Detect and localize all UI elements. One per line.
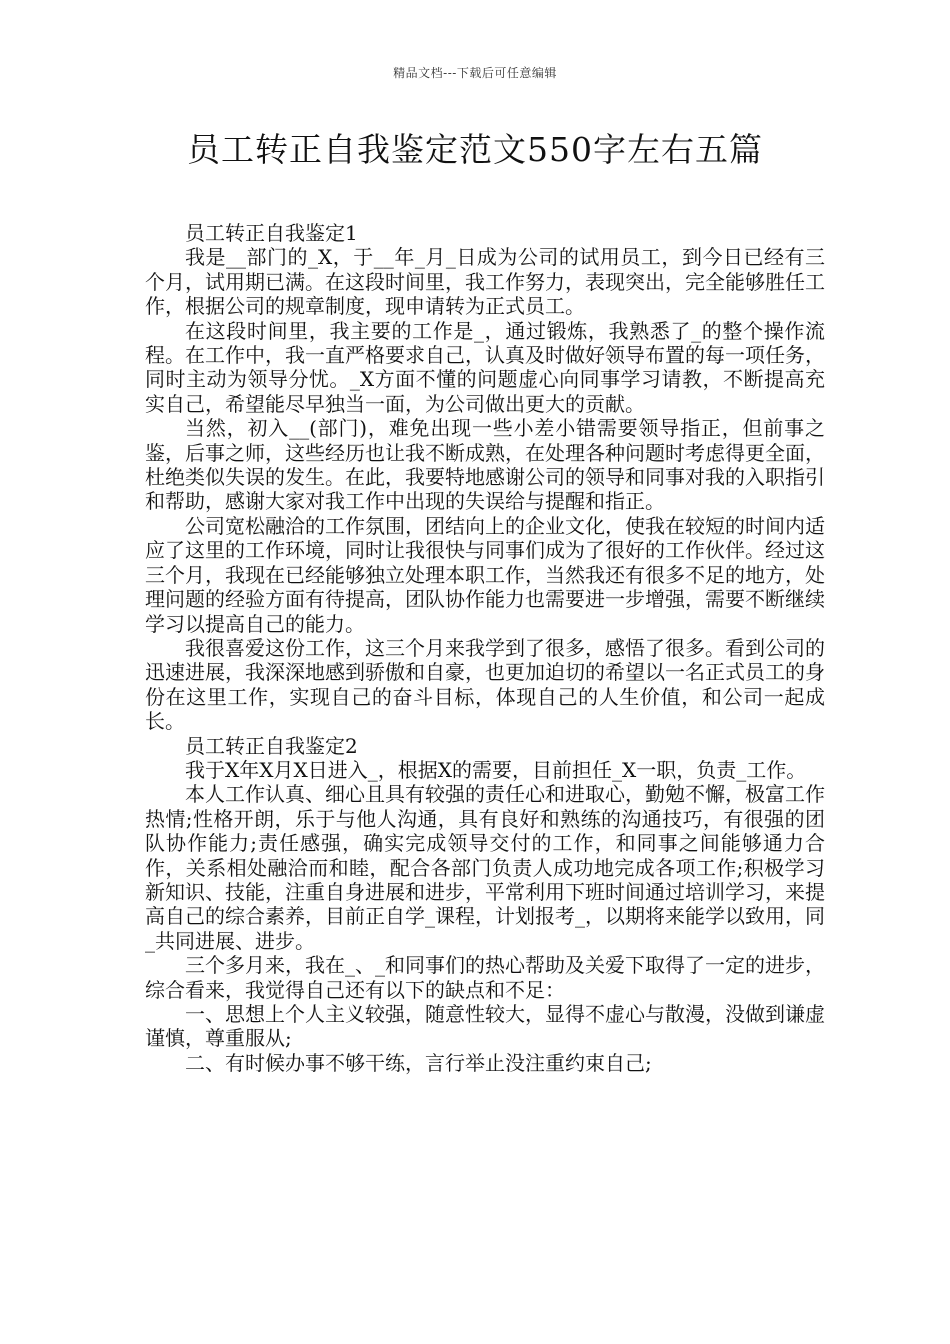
document-body [145, 221, 825, 1075]
paragraph: 三个多月来，我在_、_和同事们的热心帮助及关爱下取得了一定的进步，综合看来，我觉得自己还有以下的缺点和不足： [145, 953, 825, 1002]
list-item: 一、思想上个人主义较强，随意性较大，显得不虚心与散漫，没做到谦虚谨慎，尊重服从; [145, 1002, 825, 1051]
list-item: 二、有时候办事不够干练，言行举止没注重约束自己; [185, 1050, 652, 1075]
paragraph: 我是__部门的_X，于__年_月_日成为公司的试用员工，到今日已经有三个月，试用期已满。在这段时间里，我工作努力，表现突出，完全能够胜任工作，根据公司的规章制度，现申请转为正式员工。 [145, 245, 825, 319]
paragraph: 当然，初入__(部门)，难免出现一些小差小错需要领导指正，但前事之鉴，后事之师，这些经历也让我不断成熟，在处理各种问题时考虑得更全面，杜绝类似失误的发生。在此，我要特地感谢公司的领导和同事对我的入职指引和帮助，感谢大家对我工作中出现的失误给与提醒和指正。 [145, 416, 825, 514]
paragraph: 我于X年X月X日进入_，根据X的需要，目前担任_X一职，负责_工作。 [185, 757, 807, 782]
paragraph: 在这段时间里，我主要的工作是_，通过锻炼，我熟悉了_的整个操作流程。在工作中，我一直严格要求自己，认真及时做好领导布置的每一项任务，同时主动为领导分忧。_X方面不懂的问题虚心向同事学习请教，不断提高充实自己，希望能尽早独当一面，为公司做出更大的贡献。 [145, 318, 825, 416]
paragraph: 我很喜爱这份工作，这三个月来我学到了很多，感悟了很多。看到公司的迅速进展，我深深地感到骄傲和自豪，也更加迫切的希望以一名正式员工的身份在这里工作，实现自己的奋斗目标，体现自己的人生价值，和公司一起成长。 [145, 635, 825, 734]
header-note: 精品文档---下载后可任意编辑 [393, 66, 557, 80]
paragraph: 公司宽松融洽的工作氛围，团结向上的企业文化，使我在较短的时间内适应了这里的工作环境，同时让我很快与同事们成为了很好的工作伙伴。经过这三个月，我现在已经能够独立处理本职工作，当然我还有很多不足的地方，处理问题的经验方面有待提高，团队协作能力也需要进一步增强，需要不断继续学习以提高自己的能力。 [145, 513, 825, 636]
section-heading-1: 员工转正自我鉴定1 [185, 221, 358, 245]
document-title: 员工转正自我鉴定范文550字左右五篇 [187, 130, 763, 169]
paragraph: 本人工作认真、细心且具有较强的责任心和进取心，勤勉不懈，极富工作热情;性格开朗，乐于与他人沟通，具有良好和熟练的沟通技巧，有很强的团队协作能力;责任感强，确实完成领导交付的工作，和同事之间能够通力合作，关系相处融洽而和睦，配合各部门负责人成功地完成各项工作;积极学习新知识、技能，注重自身进展和进步，平常利用下班时间通过培训学习，来提高自己的综合素养，目前正自学_课程，计划报考_，以期将来能学以致用，同_共同进展、进步。 [145, 782, 825, 953]
section-heading-2: 员工转正自我鉴定2 [185, 733, 358, 758]
